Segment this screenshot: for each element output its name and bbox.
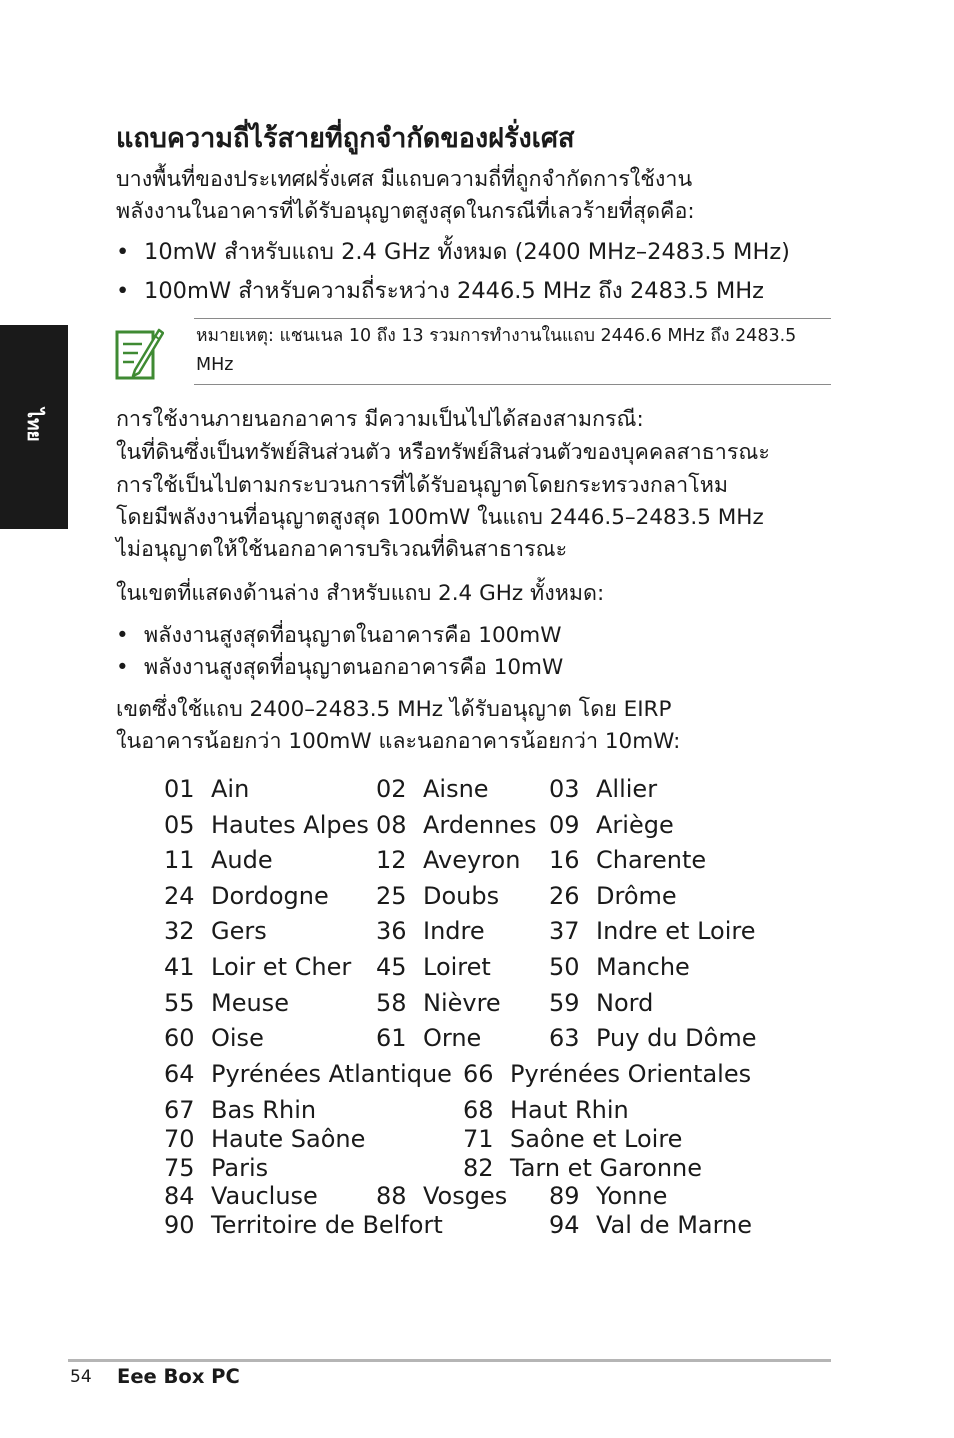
department-item: 12 Aveyron <box>376 846 521 874</box>
department-item: 58 Nièvre <box>376 989 501 1017</box>
department-item: 37 Indre et Loire <box>549 917 756 945</box>
department-item: 26 Drôme <box>549 882 677 910</box>
intro-line-2: พลังงานในอาคารที่ได้รับอนุญาตสูงสุดในกรณีที่เลวร้ายที่สุดคือ: <box>116 199 695 224</box>
footer-rule <box>68 1359 831 1362</box>
department-item: 32 Gers <box>164 917 267 945</box>
note-text: หมายเหตุ: แชนเนล 10 ถึง 13 รวมการทำงานในแถบ 2446.6 MHz ถึง 2483.5 MHz <box>196 326 797 375</box>
department-item: 01 Ain <box>164 775 250 803</box>
regions-intro: ในเขตที่แสดงด้านล่าง สำหรับแถบ 2.4 GHz ทั้งหมด: <box>116 581 605 606</box>
department-item: 36 Indre <box>376 917 485 945</box>
intro-line-1: บางพื้นที่ของประเทศฝรั่งเศส มีแถบความถี่ที่ถูกจำกัดการใช้งาน <box>116 167 693 192</box>
department-item: 71 Saône et Loire <box>463 1125 683 1153</box>
department-item: 66 Pyrénées Orientales <box>463 1060 752 1088</box>
department-item: 90 Territoire de Belfort <box>164 1211 443 1239</box>
department-item: 59 Nord <box>549 989 654 1017</box>
department-item: 24 Dordogne <box>164 882 329 910</box>
department-item: 82 Tarn et Garonne <box>463 1154 702 1182</box>
department-item: 25 Doubs <box>376 882 500 910</box>
region-bullet-2: • พลังงานสูงสุดที่อนุญาตนอกอาคารคือ 10mW <box>116 655 564 680</box>
department-item: 09 Ariège <box>549 811 674 839</box>
footer-title: Eee Box PC <box>117 1365 240 1388</box>
note-top-rule <box>194 318 831 319</box>
outdoor-line-2: ในที่ดินซึ่งเป็นทรัพย์สินส่วนตัว หรือทรัพย์สินส่วนตัวของบุคคลสาธารณะ <box>116 440 770 465</box>
region-bullet-1: • พลังงานสูงสุดที่อนุญาตในอาคารคือ 100mW <box>116 623 562 648</box>
department-item: 88 Vosges <box>376 1182 508 1210</box>
department-item: 02 Aisne <box>376 775 489 803</box>
department-item: 64 Pyrénées Atlantique <box>164 1060 452 1088</box>
outdoor-line-1: การใช้งานภายนอกอาคาร มีความเป็นไปได้สองสามกรณี: <box>116 407 644 432</box>
department-item: 68 Haut Rhin <box>463 1096 629 1124</box>
power-bullet-1: • 10mW สำหรับแถบ 2.4 GHz ทั้งหมด (2400 MHz–2483.5 MHz) <box>116 239 790 265</box>
power-bullet-2: • 100mW สำหรับความถี่ระหว่าง 2446.5 MHz ถึง 2483.5 MHz <box>116 278 764 304</box>
department-item: 94 Val de Marne <box>549 1211 753 1239</box>
department-item: 11 Aude <box>164 846 273 874</box>
department-item: 70 Haute Saône <box>164 1125 366 1153</box>
language-tab <box>0 325 68 529</box>
department-item: 08 Ardennes <box>376 811 537 839</box>
department-item: 55 Meuse <box>164 989 289 1017</box>
page-heading: แถบความถี่ไร้สายที่ถูกจำกัดของฝรั่งเศส <box>116 123 575 154</box>
language-tab-label: ไทย <box>23 408 45 442</box>
outdoor-line-5: ไม่อนุญาตให้ใช้นอกอาคารบริเวณที่ดินสาธารณะ <box>116 537 568 562</box>
department-item: 75 Paris <box>164 1154 269 1182</box>
note-bottom-rule <box>194 384 831 385</box>
department-item: 89 Yonne <box>549 1182 668 1210</box>
department-item: 84 Vaucluse <box>164 1182 318 1210</box>
department-item: 05 Hautes Alpes <box>164 811 369 839</box>
department-item: 16 Charente <box>549 846 707 874</box>
page-number: 54 <box>70 1367 92 1387</box>
eirp-line-1: เขตซึ่งใช้แถบ 2400–2483.5 MHz ได้รับอนุญาต โดย EIRP <box>116 697 672 722</box>
department-item: 67 Bas Rhin <box>164 1096 317 1124</box>
department-item: 63 Puy du Dôme <box>549 1024 757 1052</box>
department-item: 60 Oise <box>164 1024 264 1052</box>
eirp-line-2: ในอาคารน้อยกว่า 100mW และนอกอาคารน้อยกว่า 10mW: <box>116 729 681 754</box>
department-item: 61 Orne <box>376 1024 482 1052</box>
department-item: 45 Loiret <box>376 953 491 981</box>
department-item: 03 Allier <box>549 775 658 803</box>
outdoor-line-3: การใช้เป็นไปตามกระบวนการที่ได้รับอนุญาตโดยกระทรวงกลาโหม <box>116 473 729 498</box>
note-pencil-icon <box>114 324 164 382</box>
outdoor-line-4: โดยมีพลังงานที่อนุญาตสูงสุด 100mW ในแถบ 2446.5–2483.5 MHz <box>116 505 764 530</box>
department-item: 50 Manche <box>549 953 690 981</box>
department-item: 41 Loir et Cher <box>164 953 352 981</box>
